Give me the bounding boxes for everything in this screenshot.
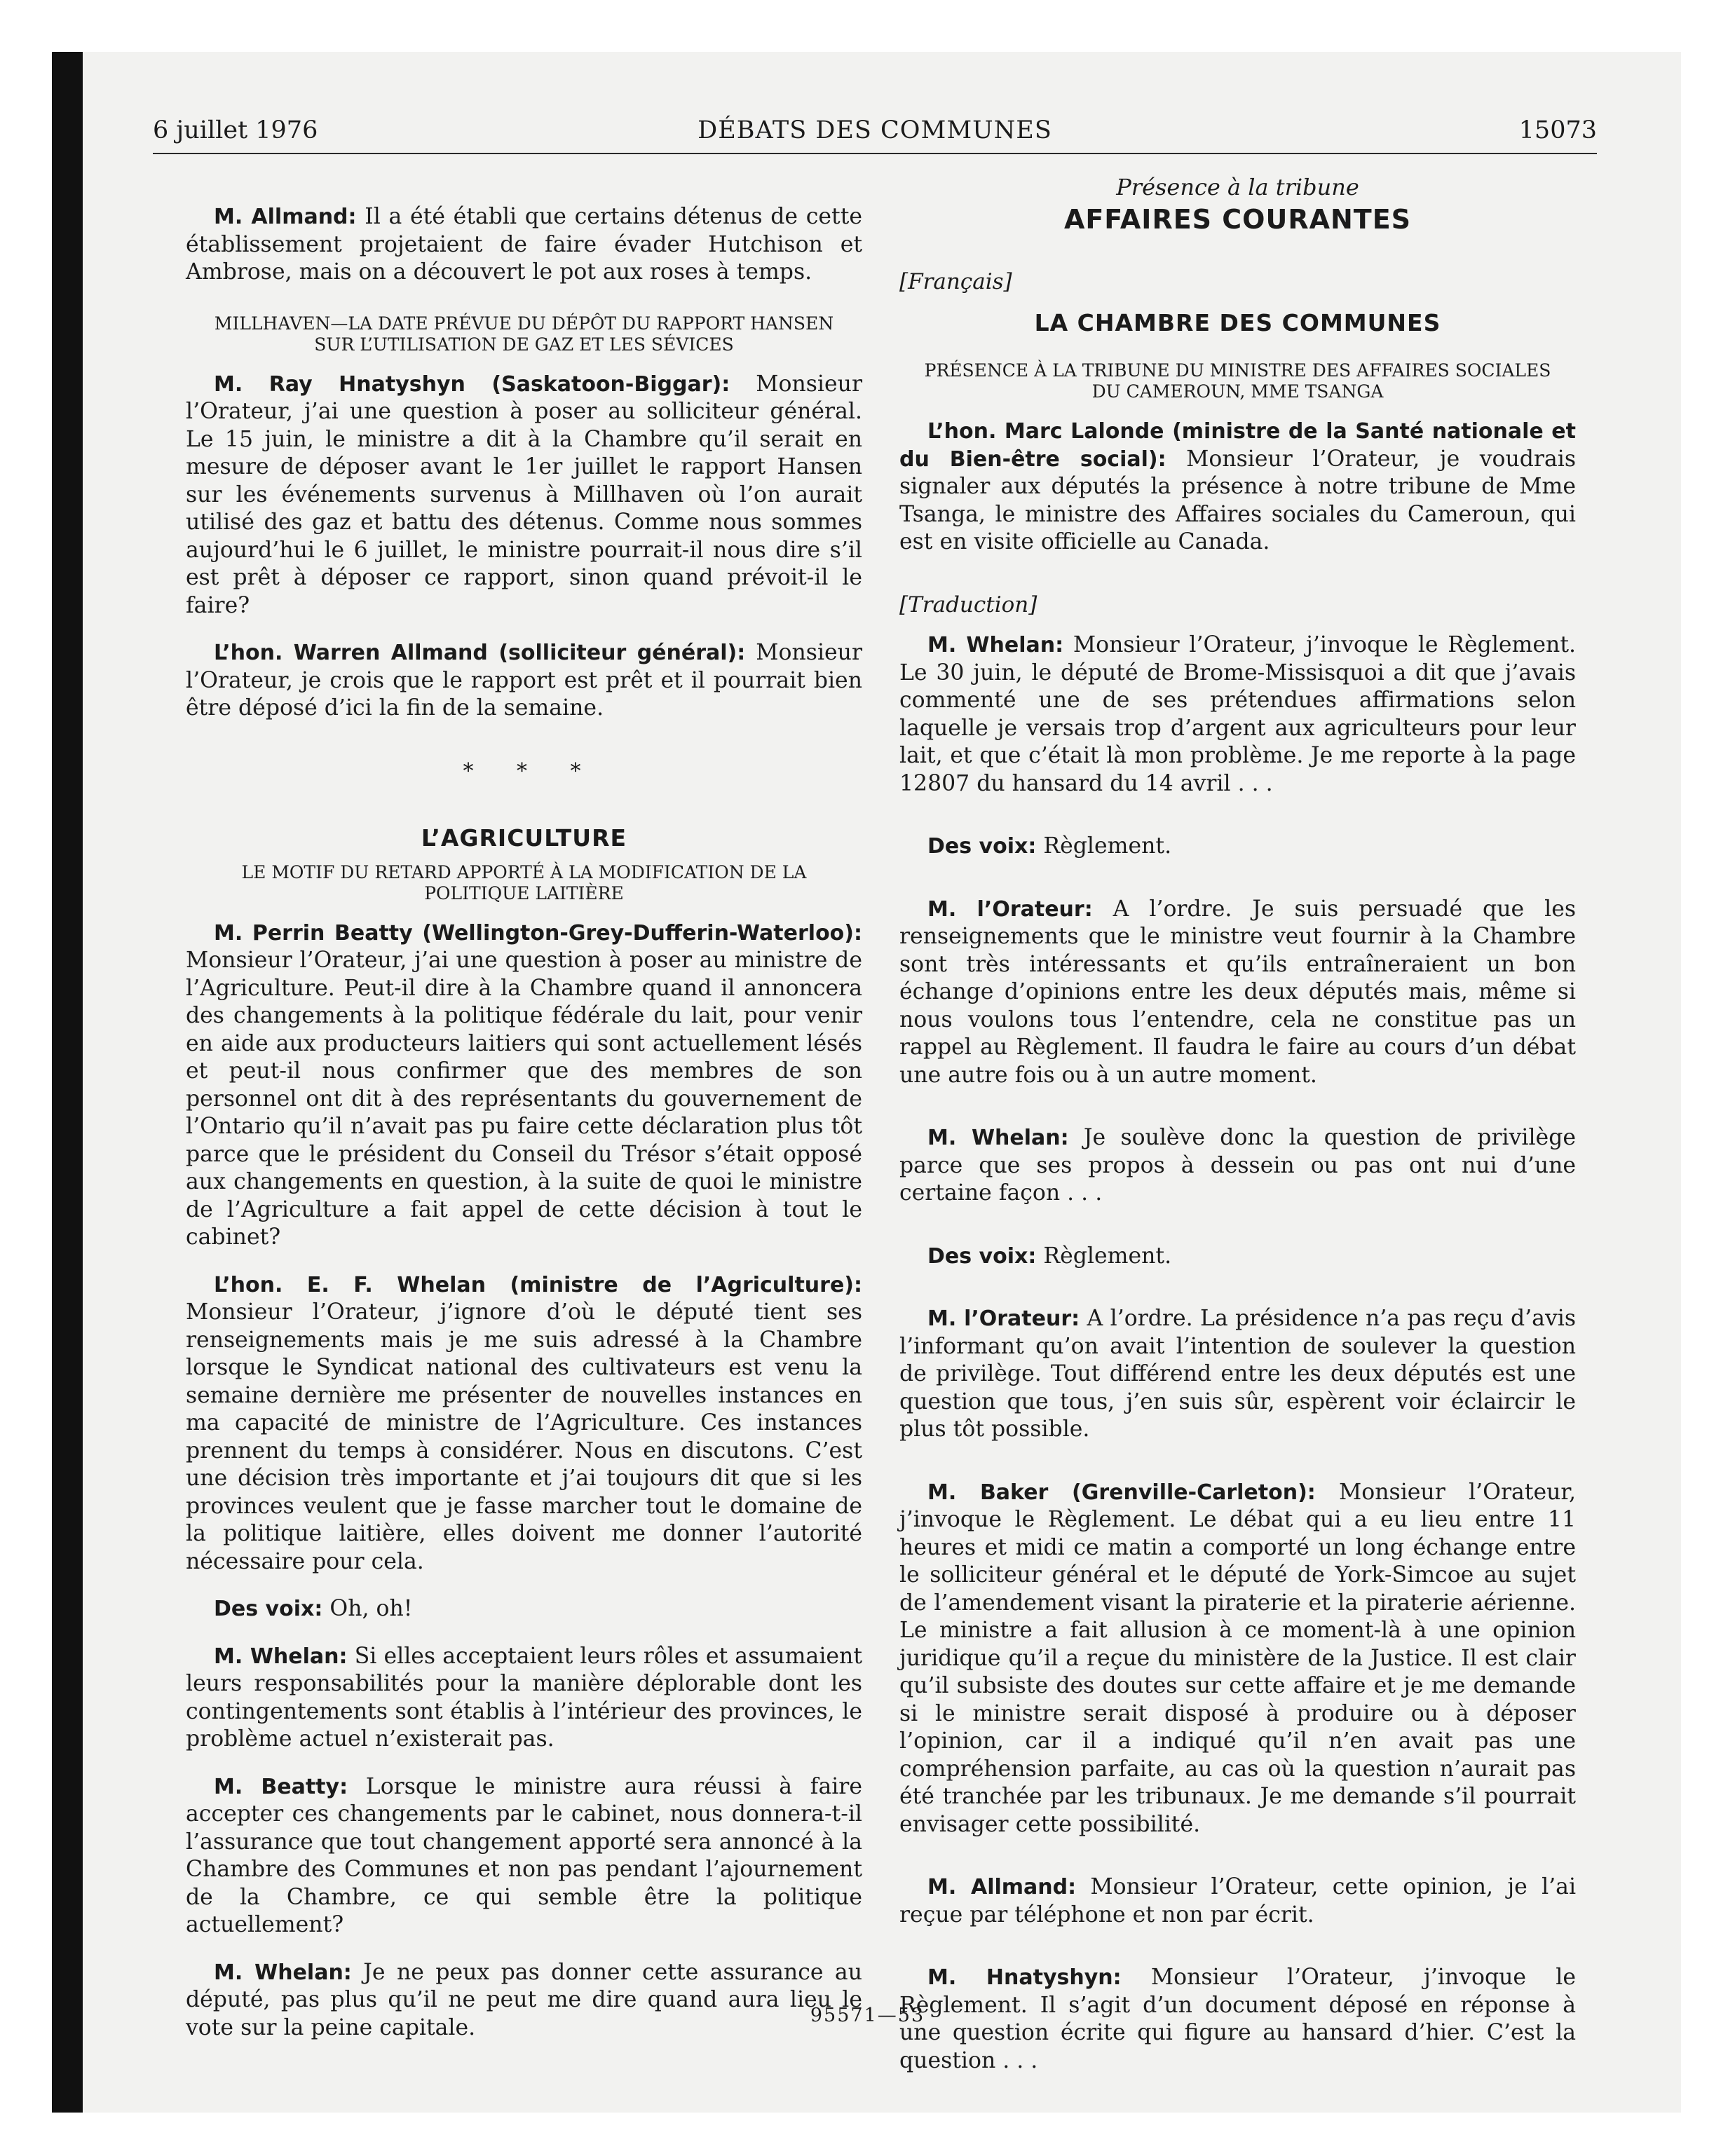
topic-heading: PRÉSENCE À LA TRIBUNE DU MINISTRE DES AFFAIRES SOCIALES DU CAMEROUN, MME TSANGA — [924, 360, 1551, 402]
speech: Monsieur l’Orateur, j’invoque le Règlement. Il s’agit d’un document déposé en réponse à une question écrite qui figure au hansard d’hier. C’est la question . . . — [899, 1965, 1577, 2073]
header-title: DÉBATS DES COMMUNES — [698, 116, 1052, 144]
speech: A l’ordre. La présidence n’a pas reçu d’avis l’informant qu’on avait l’intention de soulever la question de privilège. Tout différend entre les deux députés est une question que tous, j’en suis sûr, espèrent voir éclaircir le plus tôt possible. — [899, 1306, 1576, 1442]
speech: Monsieur l’Orateur, je voudrais signaler aux députés la présence à notre tribune de Mme Tsanga, le ministre des Affaires sociales du Cameroun, qui est en visite officielle au Canada. — [899, 446, 1577, 554]
speech: Je ne peux pas donner cette assurance au député, pas plus qu’il ne peut me dire quand aura lieu le vote sur la peine capitale. — [186, 1959, 863, 2040]
header-date: 6 juillet 1976 — [153, 116, 318, 144]
speaker: L’hon. E. F. Whelan (ministre de l’Agriculture): — [214, 1272, 862, 1297]
section-heading: AFFAIRES COURANTES — [1063, 203, 1412, 235]
speaker: L’hon. Warren Allmand (solliciteur général): — [214, 641, 746, 665]
speaker: M. Allmand: — [214, 205, 357, 229]
speaker: M. Perrin Beatty (Wellington-Grey-Dufferin-Waterloo): — [214, 920, 862, 946]
speech: Lorsque le ministre aura réussi à faire accepter ces changements par le cabinet, nous donnera-t-il l’assurance que tout changement apporté sera annoncé à la Chambre des Communes et non pas pendant l’ajournement de la Chambre, ce qui semble être la politique actuellement? — [186, 1773, 862, 1937]
right-column — [899, 174, 1577, 2094]
paragraph — [899, 1479, 1576, 1839]
paragraph — [899, 896, 1576, 1090]
speech: Règlement. — [1043, 833, 1172, 859]
paragraph — [899, 833, 1576, 861]
section-heading: LA CHAMBRE DES COMMUNES — [1034, 308, 1441, 336]
speaker: M. Baker (Grenville-Carleton): — [927, 1480, 1316, 1505]
paragraph — [186, 1595, 862, 1623]
speaker: M. Hnatyshyn: — [927, 1965, 1122, 1990]
section-separator: * * * — [463, 758, 599, 784]
topic-heading: MILLHAVEN—LA DATE PRÉVUE DU DÉPÔT DU RAPPORT HANSEN SUR L’UTILISATION DE GAZ ET LES SÉVICES — [214, 313, 834, 355]
scan-edge — [52, 52, 83, 2113]
running-header — [153, 116, 1597, 154]
paragraph — [899, 1124, 1576, 1208]
speech: Monsieur l’Orateur, j’ai une question à poser au solliciteur général. Le 15 juin, le ministre a dit à la Chambre qu’il serait en mesure de déposer avant le 1er juillet le rapport Hansen sur les événements survenus à Millhaven où l’on aurait utilisé des gaz et battu des détenus. Comme nous sommes aujourd’hui le 6 juillet, le ministre pourrait-il nous dire s’il est prêt à déposer ce rapport, sinon quand prévoit-il le faire? — [186, 371, 862, 618]
speech: Monsieur l’Orateur, j’ignore d’où le député tient ses renseignements mais je me suis adressé à la Chambre lorsque le Syndicat national des cultivateurs est venu la semaine dernière me présenter de nouvelles instances en ma capacité de ministre de l’Agriculture. Ces instances prennent du temps à considérer. Nous en discutons. C’est une décision très importante et j’ai toujours dit que si les provinces veulent que je fasse marcher tout le domaine de la politique laitière, elles doivent me donner l’autorité nécessaire pour cela. — [186, 1299, 862, 1574]
speech: Monsieur l’Orateur, j’invoque le Règlement. Le débat qui a eu lieu entre 11 heures et midi ce matin a comporté un long échange entre le solliciteur général et le député de York-Simcoe au sujet de l’amendement visant la piraterie et la piraterie aérienne. Le ministre a fait allusion à ce moment-là à une opinion juridique qu’il a reçue du ministère de la Justice. Il est clair qu’il subsiste des doutes sur cette affaire et je me demande si le ministre serait disposé à produire ou à déposer l’opinion, car il a indiqué qu’il n’en avait pas une compréhension parfaite, au cas où la question n’aurait pas été tranchée par les tribunaux. Je me demande s’il pourrait envisager cette possibilité. — [899, 1479, 1576, 1837]
paragraph — [186, 1773, 862, 1939]
speaker: M. Whelan: — [927, 1126, 1069, 1150]
paragraph — [186, 1271, 862, 1576]
speaker: Des voix: — [927, 834, 1037, 859]
speech: Monsieur l’Orateur, cette opinion, je l’ai reçue par téléphone et non par écrit. — [899, 1874, 1577, 1928]
speaker: M. Whelan: — [214, 1644, 348, 1669]
paragraph — [186, 1643, 862, 1754]
speech: Monsieur l’Orateur, j’invoque le Règlement. Le 30 juin, le député de Brome-Missisquoi a dit que j’avais commenté une de ses prétendues affirmations selon laquelle je versais trop d’argent aux agriculteurs pour leur lait, et que c’était là mon problème. Je me reporte à la page 12807 du hansard du 14 avril . . . — [899, 632, 1577, 796]
speech: Règlement. — [1043, 1243, 1172, 1269]
speech: Monsieur l’Orateur, j’ai une question à poser au ministre de l’Agriculture. Peut-il dire à la Chambre quand il annoncera des changements à la politique fédérale du lait, pour venir en aide aux producteurs laitiers qui sont actuellement lésés et peut-il nous confirmer que des membres de son personnel ont dit à des représentants du gouvernement de l’Ontario qu’il n’avait pas pu faire cette déclaration plus tôt parce que le président du Conseil du Trésor s’était opposé aux changements en question, à la suite de quoi le ministre de l’Agriculture a fait appel de cette décision à tout le cabinet? — [186, 948, 862, 1250]
paragraph — [186, 1959, 862, 2042]
language-tag: [Français] — [899, 269, 1012, 294]
speaker: M. Allmand: — [927, 1875, 1077, 1899]
language-tag: [Traduction] — [899, 592, 1037, 618]
subtitle: Présence à la tribune — [1116, 174, 1359, 200]
paragraph — [899, 632, 1576, 798]
speaker: M. l’Orateur: — [927, 896, 1093, 922]
speech: A l’ordre. Je suis persuadé que les renseignements que le ministre veut fournir à la Chambre sont très intéressants et qu’ils entraîneraient un bon échange d’opinions entre les deux députés mais, même si nous voulons tous l’entendre, cela ne constitue pas un rappel au Règlement. Il faudra le faire au cours d’un débat une autre fois ou à un autre moment. — [899, 896, 1576, 1088]
paragraph — [186, 920, 862, 1252]
paragraph — [899, 418, 1576, 557]
print-code: 95571—53 — [810, 2005, 925, 2026]
topic-heading: LE MOTIF DU RETARD APPORTÉ À LA MODIFICATION DE LA POLITIQUE LAITIÈRE — [241, 861, 807, 903]
speaker: L’hon. Marc Lalonde (ministre de la Santé nationale et du Bien-être social): — [899, 419, 1576, 472]
speaker: M. Ray Hnatyshyn (Saskatoon-Biggar): — [214, 371, 730, 397]
speech: Il a été établi que certains détenus de cette établissement projetaient de faire évader Hutchison et Ambrose, mais on a découvert le pot aux roses à temps. — [186, 204, 863, 285]
speaker: Des voix: — [214, 1597, 323, 1621]
paragraph — [186, 371, 862, 620]
paragraph — [899, 1874, 1576, 1929]
speaker: M. Whelan: — [214, 1960, 352, 1985]
speech: Monsieur l’Orateur, je crois que le rapport est prêt et il pourrait bien être déposé d’ici la fin de la semaine. — [186, 640, 863, 721]
speaker: M. Whelan: — [927, 633, 1064, 657]
paragraph — [899, 1243, 1576, 1271]
speaker: Des voix: — [927, 1243, 1037, 1269]
paragraph — [186, 639, 862, 723]
speaker: M. Beatty: — [214, 1774, 348, 1799]
header-page-number: 15073 — [1518, 116, 1597, 144]
left-column — [186, 203, 862, 2061]
section-heading: L’AGRICULTURE — [421, 824, 627, 852]
speaker: M. l’Orateur: — [927, 1306, 1080, 1331]
paragraph — [186, 203, 862, 287]
speech: Oh, oh! — [329, 1596, 413, 1621]
paragraph — [899, 1305, 1576, 1444]
speech: Si elles acceptaient leurs rôles et assumaient leurs responsabilités pour la manière déplorable dont les contingentements sont établis à l’intérieur des provinces, le problème actuel n’existerait pas. — [186, 1643, 862, 1752]
speech: Je soulève donc la question de privilège parce que ses propos à dessein ou pas ont nui d’une certaine façon . . . — [899, 1125, 1576, 1206]
